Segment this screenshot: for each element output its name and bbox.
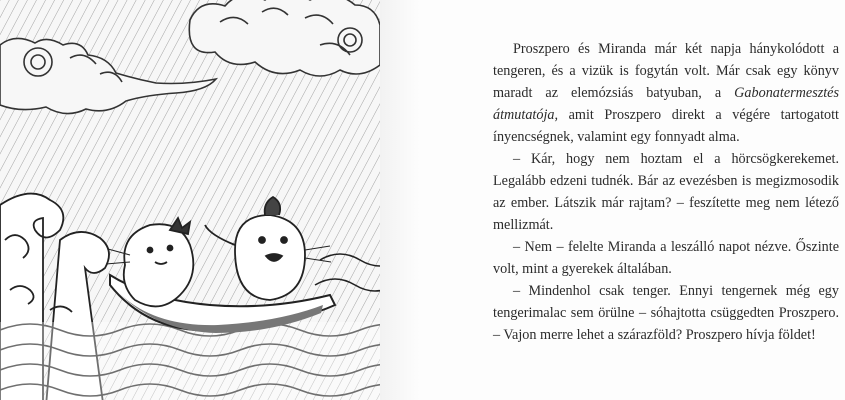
text-page (420, 0, 845, 400)
boat-in-storm-illustration (0, 0, 380, 400)
paragraph-1-rest: amit Proszpero direkt a végére tartogatott ínyencségnek, valamint egy fonnyadt alma. (493, 107, 839, 145)
paragraph-4: – Mindenhol csak tenger. Ennyi tengernek még egy tengerimalac sem örülne – sóhajtotta csüggedten Proszpero. – Vajon merre lehet a szárazföld? Proszpero hívja földet! (493, 283, 839, 343)
paragraph-1 (493, 38, 839, 148)
paragraph-3: – Nem – felelte Miranda a leszálló napot nézve. Őszinte volt, mint a gyerekek általában. (493, 239, 839, 277)
illustration (0, 0, 380, 400)
story-text (493, 38, 839, 346)
book-title: Gabonatermesztés átmutatója, (493, 85, 839, 123)
paragraph-1-text: Proszpero és Miranda már két napja hánykolódott a tengeren, és a vizük is fogytán volt. Már csak egy könyv maradt az elemózsiás batyuban, a (493, 41, 839, 101)
book-gutter (380, 0, 420, 400)
paragraph-2: – Kár, hogy nem hoztam el a hörcsögkerekemet. Legalább edzeni tudnék. Bár az evezésben is megizmosodik az ember. Látszik már rajtam? – feszítette meg nem létező mellizmát. (493, 151, 839, 233)
